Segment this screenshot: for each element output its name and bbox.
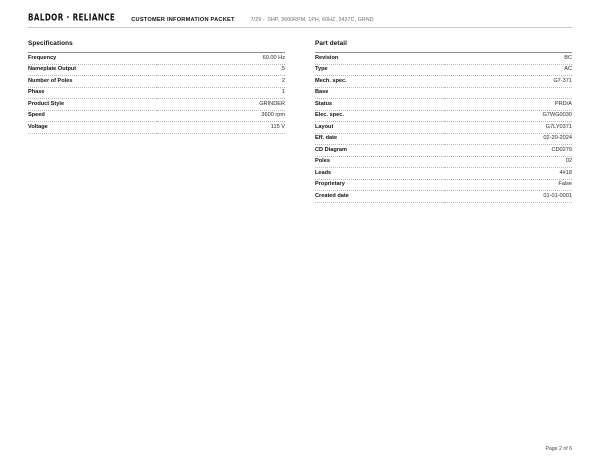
table-row xyxy=(28,87,285,99)
row-label: Product Style xyxy=(28,99,157,111)
table-row xyxy=(315,191,572,203)
row-value: G7LY0371 xyxy=(444,122,573,134)
row-label: Proprietary xyxy=(315,179,444,191)
table-row xyxy=(28,64,285,76)
table-row xyxy=(315,179,572,191)
header-title: CUSTOMER INFORMATION PACKET xyxy=(131,17,235,23)
row-label: Created date xyxy=(315,191,444,203)
row-value: PRD/A xyxy=(444,99,573,111)
part-detail-section xyxy=(315,40,572,203)
row-value xyxy=(444,87,573,99)
page-footer: Page 2 of 6 xyxy=(545,446,572,452)
specifications-title: Specifications xyxy=(28,40,73,47)
row-label: Frequency xyxy=(28,53,157,65)
row-label: Type xyxy=(315,64,444,76)
table-row xyxy=(315,145,572,157)
part-detail-table xyxy=(315,52,572,203)
table-row xyxy=(315,156,572,168)
row-value: 1 xyxy=(157,87,286,99)
row-label: Number of Poles xyxy=(28,76,157,88)
row-label: Elec. spec. xyxy=(315,110,444,122)
row-label: Nameplate Output xyxy=(28,64,157,76)
row-label: Poles xyxy=(315,156,444,168)
row-value: G7WG0030 xyxy=(444,110,573,122)
row-value: 115 V xyxy=(157,122,286,134)
row-label: Leads xyxy=(315,168,444,180)
document-header xyxy=(28,10,572,23)
row-label: Revision xyxy=(315,53,444,65)
table-row xyxy=(28,53,285,65)
table-row xyxy=(315,168,572,180)
part-detail-table-body xyxy=(315,53,572,203)
table-row xyxy=(315,99,572,111)
row-value: 4#18 xyxy=(444,168,573,180)
row-value: 02 xyxy=(444,156,573,168)
row-label: Speed xyxy=(28,110,157,122)
table-row xyxy=(315,110,572,122)
table-row xyxy=(315,64,572,76)
header-divider xyxy=(28,27,572,28)
header-subtitle: 7/29 - .5HP, 3600RPM, 1PH, 60HZ, 3437C, GRND xyxy=(250,17,374,23)
row-label: Layout xyxy=(315,122,444,134)
specifications-table xyxy=(28,52,285,134)
table-row xyxy=(315,87,572,99)
table-row xyxy=(28,122,285,134)
table-row xyxy=(315,122,572,134)
table-row xyxy=(28,76,285,88)
row-value: 01-01-0001 xyxy=(444,191,573,203)
content-columns xyxy=(28,40,572,203)
row-value: G7-371 xyxy=(444,76,573,88)
row-label: Voltage xyxy=(28,122,157,134)
specifications-table-body xyxy=(28,53,285,134)
specifications-section xyxy=(28,40,285,203)
row-value: BC xyxy=(444,53,573,65)
table-row xyxy=(28,99,285,111)
row-value: 02-20-2024 xyxy=(444,133,573,145)
row-value: False xyxy=(444,179,573,191)
table-row xyxy=(315,53,572,65)
row-label: CD Diagram xyxy=(315,145,444,157)
row-label: Mech. spec. xyxy=(315,76,444,88)
table-row xyxy=(28,110,285,122)
row-value: AC xyxy=(444,64,573,76)
brand-logo: BALDOR · RELIANCE xyxy=(28,10,116,23)
row-value: GRINDER xyxy=(157,99,286,111)
row-value: 3600 rpm xyxy=(157,110,286,122)
row-label: Eff. date xyxy=(315,133,444,145)
row-value: .5 xyxy=(157,64,286,76)
row-value: CD0279 xyxy=(444,145,573,157)
part-detail-title: Part detail xyxy=(315,40,347,47)
table-row xyxy=(315,133,572,145)
row-label: Phase xyxy=(28,87,157,99)
row-value: 2 xyxy=(157,76,286,88)
table-row xyxy=(315,76,572,88)
row-label: Base xyxy=(315,87,444,99)
row-value: 60.00 Hz xyxy=(157,53,286,65)
row-label: Status xyxy=(315,99,444,111)
